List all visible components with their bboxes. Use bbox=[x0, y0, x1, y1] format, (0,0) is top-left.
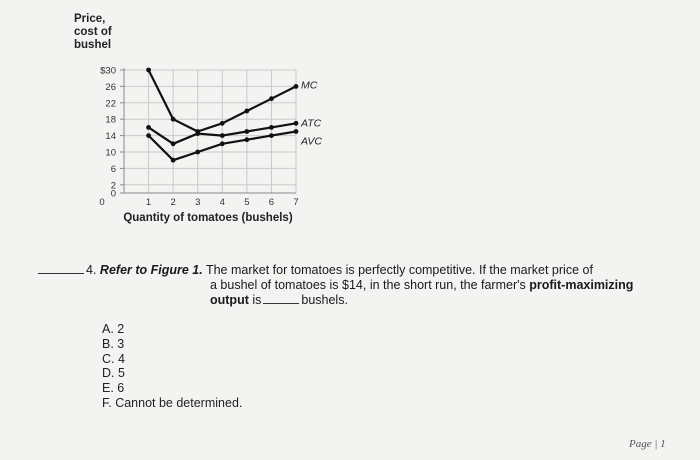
mc-point bbox=[171, 117, 176, 122]
mc-point bbox=[294, 84, 299, 89]
avc-point bbox=[244, 137, 249, 142]
y-tick-label: 14 bbox=[105, 131, 116, 143]
avc-point bbox=[171, 158, 176, 163]
option-c[interactable]: C. 4 bbox=[102, 351, 125, 366]
mc-series-label: MC bbox=[301, 79, 318, 92]
question-line-2: a bushel of tomatoes is $14, in the short run, the farmer's bbox=[210, 278, 530, 292]
y-tick-label: 26 bbox=[105, 81, 116, 93]
y-tick-label: 6 bbox=[110, 163, 116, 175]
figure-reference: Refer to Figure 1. bbox=[99, 263, 203, 277]
x-tick-label: 4 bbox=[219, 197, 225, 208]
question-line-1: The market for tomatoes is perfectly competitive. If the market price of bbox=[202, 263, 593, 277]
question-output-word: output bbox=[210, 293, 249, 307]
y-tick-label: 22 bbox=[105, 98, 116, 110]
option-d[interactable]: D. 5 bbox=[102, 366, 125, 381]
avc-point bbox=[294, 129, 299, 134]
atc-point bbox=[269, 125, 274, 130]
atc-point bbox=[244, 129, 249, 134]
y-axis-label: Price, cost of bushel bbox=[74, 13, 112, 51]
option-b[interactable]: B. 3 bbox=[102, 336, 125, 351]
y-tick-label: 2 bbox=[110, 180, 116, 192]
atc-point bbox=[195, 131, 200, 136]
y-tick-label: 10 bbox=[105, 147, 116, 159]
x-tick-label: 3 bbox=[195, 197, 201, 208]
x-axis-label: Quantity of tomatoes (bushels) bbox=[123, 212, 293, 224]
y-tick-label: 0 bbox=[110, 188, 116, 200]
avc-point bbox=[195, 150, 200, 155]
page-number: Page | 1 bbox=[629, 438, 666, 450]
option-f[interactable]: F. Cannot be determined. bbox=[102, 395, 243, 410]
answer-blank[interactable] bbox=[38, 263, 84, 274]
option-e[interactable]: E. 6 bbox=[102, 381, 125, 396]
mc-point bbox=[146, 68, 151, 73]
x-tick-label: 5 bbox=[244, 197, 250, 208]
avc-point bbox=[269, 133, 274, 138]
question-bold-phrase: profit-maximizing bbox=[529, 278, 634, 292]
answer-options bbox=[102, 322, 242, 411]
atc-point bbox=[171, 141, 176, 146]
x-tick-label: 7 bbox=[293, 197, 299, 208]
x-origin-label: 0 bbox=[99, 197, 105, 208]
atc-point bbox=[220, 133, 225, 138]
question-line-3-end: bushels. bbox=[301, 293, 348, 307]
atc-point bbox=[294, 121, 299, 126]
x-tick-label: 2 bbox=[170, 197, 176, 208]
atc-series-label: ATC bbox=[301, 117, 322, 130]
mc-point bbox=[269, 96, 274, 101]
x-tick-label: 1 bbox=[145, 197, 152, 208]
inline-answer-blank[interactable] bbox=[263, 293, 299, 304]
question-is-word: is bbox=[248, 293, 262, 307]
avc-point bbox=[220, 141, 225, 146]
y-tick-label: $30 bbox=[100, 65, 116, 77]
mc-point bbox=[220, 121, 225, 126]
x-tick-label: 6 bbox=[268, 197, 275, 208]
avc-series-label: AVC bbox=[301, 135, 323, 148]
y-tick-label: 18 bbox=[105, 114, 116, 126]
mc-point bbox=[244, 109, 249, 114]
atc-point bbox=[146, 125, 151, 130]
question-number: 4. bbox=[86, 263, 97, 277]
avc-point bbox=[146, 133, 151, 138]
option-a[interactable]: A. 2 bbox=[102, 322, 125, 336]
question-4 bbox=[38, 263, 688, 308]
